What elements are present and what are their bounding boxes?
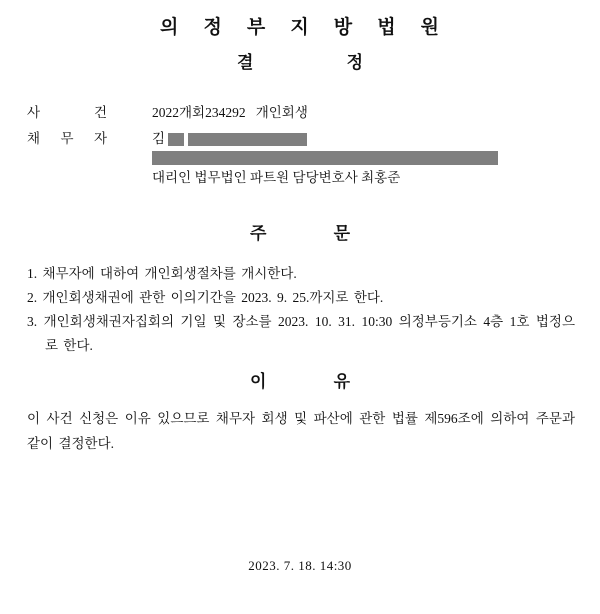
order-heading: 주 문 bbox=[250, 224, 350, 243]
court-title-block bbox=[0, 16, 600, 39]
debtor-name-prefix: 김 bbox=[152, 131, 166, 146]
case-row bbox=[27, 103, 575, 123]
case-number: 2022개회234292 개인회생 bbox=[152, 105, 308, 120]
reason-body: 이 사건 신청은 이유 있으므로 채무자 회생 및 파산에 관한 법률 제596조에 의하여 주문과 같이 결정한다. bbox=[27, 411, 575, 451]
court-title: 의 정 부 지 방 법 원 bbox=[160, 17, 440, 38]
redaction-box bbox=[188, 133, 307, 146]
representative-line: 대리인 법무법인 파트원 담당변호사 최홍준 bbox=[152, 170, 401, 185]
redaction-box bbox=[168, 133, 184, 146]
case-label: 사 건 bbox=[27, 105, 107, 120]
debtor-row bbox=[27, 129, 575, 149]
redaction-box bbox=[152, 151, 498, 165]
representative-row bbox=[27, 168, 575, 188]
reason-heading-block bbox=[0, 372, 600, 392]
order-heading-block bbox=[0, 224, 600, 244]
debtor-address-row bbox=[27, 151, 575, 165]
order-item: 1. 채무자에 대하여 개인회생절차를 개시한다. bbox=[27, 266, 297, 281]
document-page bbox=[0, 16, 600, 614]
decision-datetime: 2023. 7. 18. 14:30 bbox=[248, 558, 352, 573]
debtor-label: 채 무 자 bbox=[27, 131, 107, 146]
reason-heading: 이 유 bbox=[250, 372, 350, 391]
order-list bbox=[0, 262, 600, 358]
debtor-name-line bbox=[152, 129, 307, 149]
decision-title-block bbox=[0, 53, 600, 73]
order-item: 2. 개인회생채권에 관한 이의기간을 2023. 9. 25.까지로 한다. bbox=[27, 290, 384, 305]
order-item: 3. 개인회생채권자집회의 기일 및 장소를 2023. 10. 31. 10:30 의정부등기소 4층 1호 법정으로 한다. bbox=[27, 314, 575, 353]
case-info-section bbox=[0, 103, 600, 188]
decision-title: 결 정 bbox=[237, 53, 363, 72]
